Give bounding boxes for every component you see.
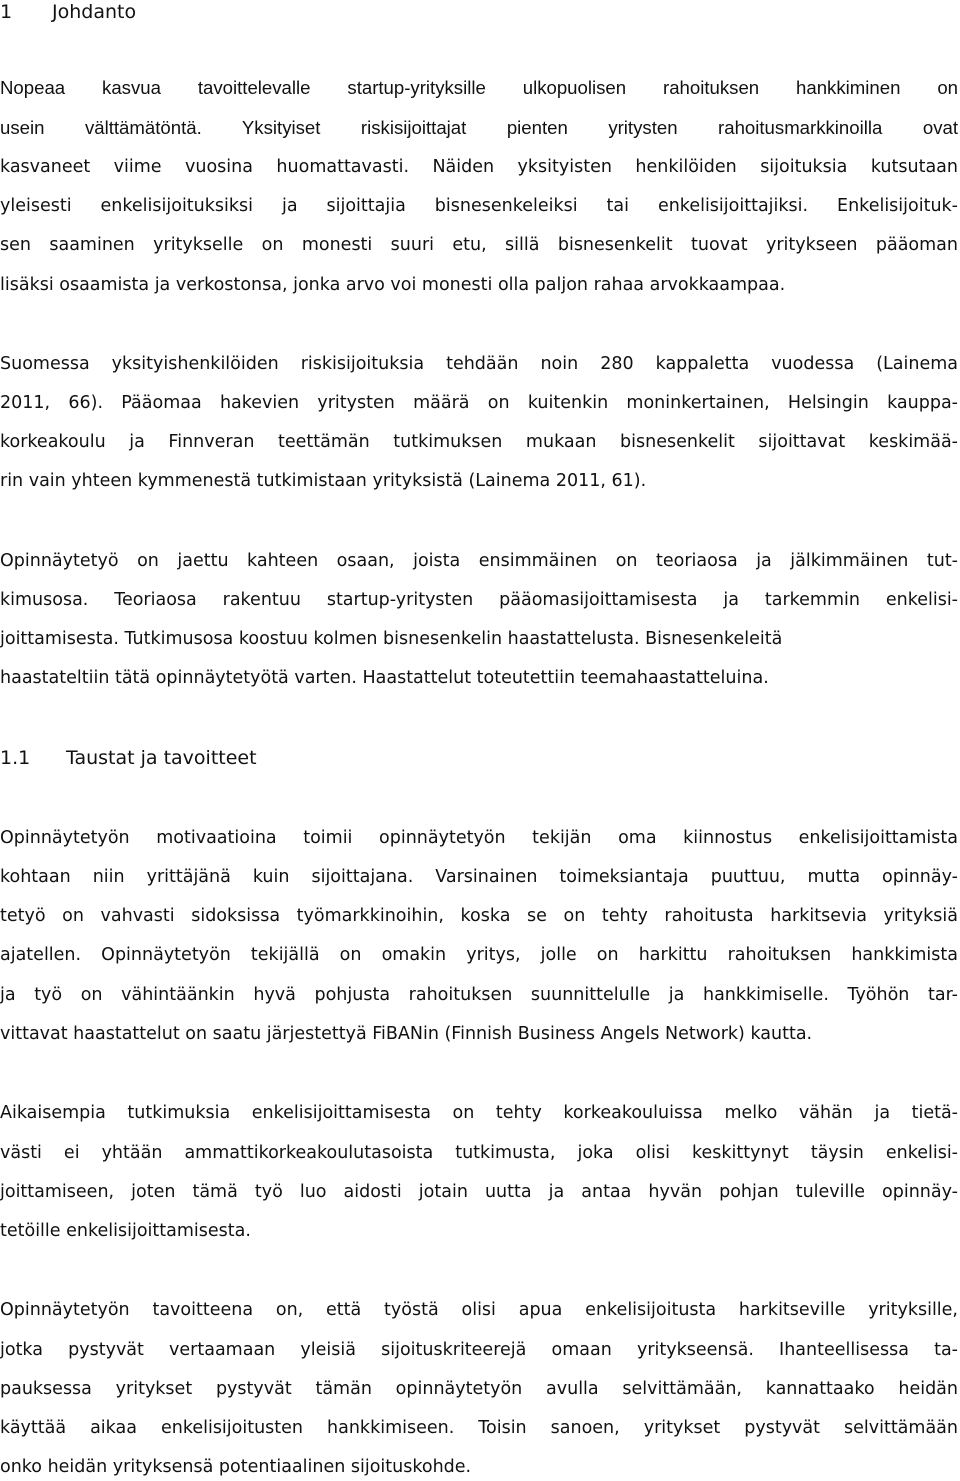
paragraph-line: vittavat haastattelut on saatu järjestettyä FiBANin (Finnish Business Angels Network) kautta.: [0, 1024, 813, 1044]
paragraph-line: ajatellen. Opinnäytetyön tekijällä on omakin yritys, jolle on harkittu rahoituksen hankkimista: [0, 945, 958, 965]
paragraph-line: joittamisesta. Tutkimusosa koostuu kolmen bisnesenkelin haastattelusta. Bisnesenkeleitä: [0, 629, 783, 649]
paragraph-line: kohtaan niin yrittäjänä kuin sijoittajana. Varsinainen toimeksiantaja puuttuu, mutta opinnäy-: [0, 867, 958, 887]
paragraph-line: jotka pystyvät vertaamaan yleisiä sijoituskriteerejä omaan yritykseensä. Ihanteellisessa ta-: [0, 1340, 958, 1360]
paragraph-line: onko heidän yrityksensä potentiaalinen sijoituskohde.: [0, 1457, 472, 1477]
paragraph-line: korkeakoulu ja Finnveran teettämän tutkimuksen mukaan bisnesenkelit sijoittavat keskimää-: [0, 432, 958, 452]
paragraph-line: käyttää aikaa enkelisijoitusten hankkimiseen. Toisin sanoen, yritykset pystyvät selvittämään: [0, 1418, 958, 1438]
paragraph-line: pauksessa yritykset pystyvät tämän opinnäytetyön avulla selvittämään, kannattaako heidän: [0, 1379, 958, 1399]
section-heading: [0, 746, 257, 770]
chapter-number: 1: [0, 1, 13, 23]
paragraph-line: usein välttämätöntä. Yksityiset riskisijoittajat pienten yritysten rahoitusmarkkinoilla ovat: [0, 117, 958, 138]
paragraph-line: Nopeaa kasvua tavoittelevalle startup-yrityksille ulkopuolisen rahoituksen hankkiminen on: [0, 77, 958, 98]
paragraph-line: ja työ on vähintäänkin hyvä pohjusta rahoituksen suunnittelulle ja hankkimiselle. Työhön tar-: [0, 985, 958, 1005]
paragraph-line: lisäksi osaamista ja verkostonsa, jonka arvo voi monesti olla paljon rahaa arvokkaampaa.: [0, 275, 786, 295]
paragraph-line: västi ei yhtään ammattikorkeakoulutasoista tutkimusta, joka olisi keskittynyt täysin enkelisi-: [0, 1143, 958, 1163]
paragraph-line: 2011, 66). Pääomaa hakevien yritysten määrä on kuitenkin moninkertainen, Helsingin kauppa-: [0, 393, 958, 413]
section-title: Taustat ja tavoitteet: [66, 747, 257, 769]
paragraph-line: rin vain yhteen kymmenestä tutkimistaan yrityksistä (Lainema 2011, 61).: [0, 471, 647, 491]
paragraph-line: tetyö on vahvasti sidoksissa työmarkkinoihin, koska se on tehty rahoitusta harkitsevia yrityksiä: [0, 906, 958, 926]
paragraph-line: tetöille enkelisijoittamisesta.: [0, 1221, 251, 1241]
chapter-heading: [0, 0, 136, 24]
paragraph-line: haastateltiin tätä opinnäytetyötä varten. Haastattelut toteutettiin teemahaastatteluina.: [0, 668, 769, 688]
paragraph-line: Opinnäytetyö on jaettu kahteen osaan, joista ensimmäinen on teoriaosa ja jälkimmäinen tut-: [0, 551, 958, 571]
paragraph-line: joittamiseen, joten tämä työ luo aidosti jotain uutta ja antaa hyvän pohjan tuleville opinnäy-: [0, 1182, 958, 1202]
section-number: 1.1: [0, 747, 31, 769]
chapter-title: Johdanto: [52, 1, 137, 23]
paragraph-line: Opinnäytetyön motivaatioina toimii opinnäytetyön tekijän oma kiinnostus enkelisijoittamista: [0, 828, 958, 848]
paragraph-line: Suomessa yksityishenkilöiden riskisijoituksia tehdään noin 280 kappaletta vuodessa (Lainema: [0, 354, 958, 374]
paragraph-line: kimusosa. Teoriaosa rakentuu startup-yritysten pääomasijoittamisesta ja tarkemmin enkelisi-: [0, 590, 958, 610]
paragraph-line: kasvaneet viime vuosina huomattavasti. Näiden yksityisten henkilöiden sijoituksia kutsutaan: [0, 157, 958, 177]
paragraph-line: sen saaminen yritykselle on monesti suuri etu, sillä bisnesenkelit tuovat yritykseen pääoman: [0, 235, 958, 255]
paragraph-line: yleisesti enkelisijoituksiksi ja sijoittajia bisnesenkeleiksi tai enkelisijoittajiksi. Enkelisijoituk-: [0, 196, 958, 216]
paragraph-line: Opinnäytetyön tavoitteena on, että työstä olisi apua enkelisijoitusta harkitseville yrityksille,: [0, 1300, 958, 1320]
paragraph-line: Aikaisempia tutkimuksia enkelisijoittamisesta on tehty korkeakouluissa melko vähän ja tietä-: [0, 1103, 958, 1123]
